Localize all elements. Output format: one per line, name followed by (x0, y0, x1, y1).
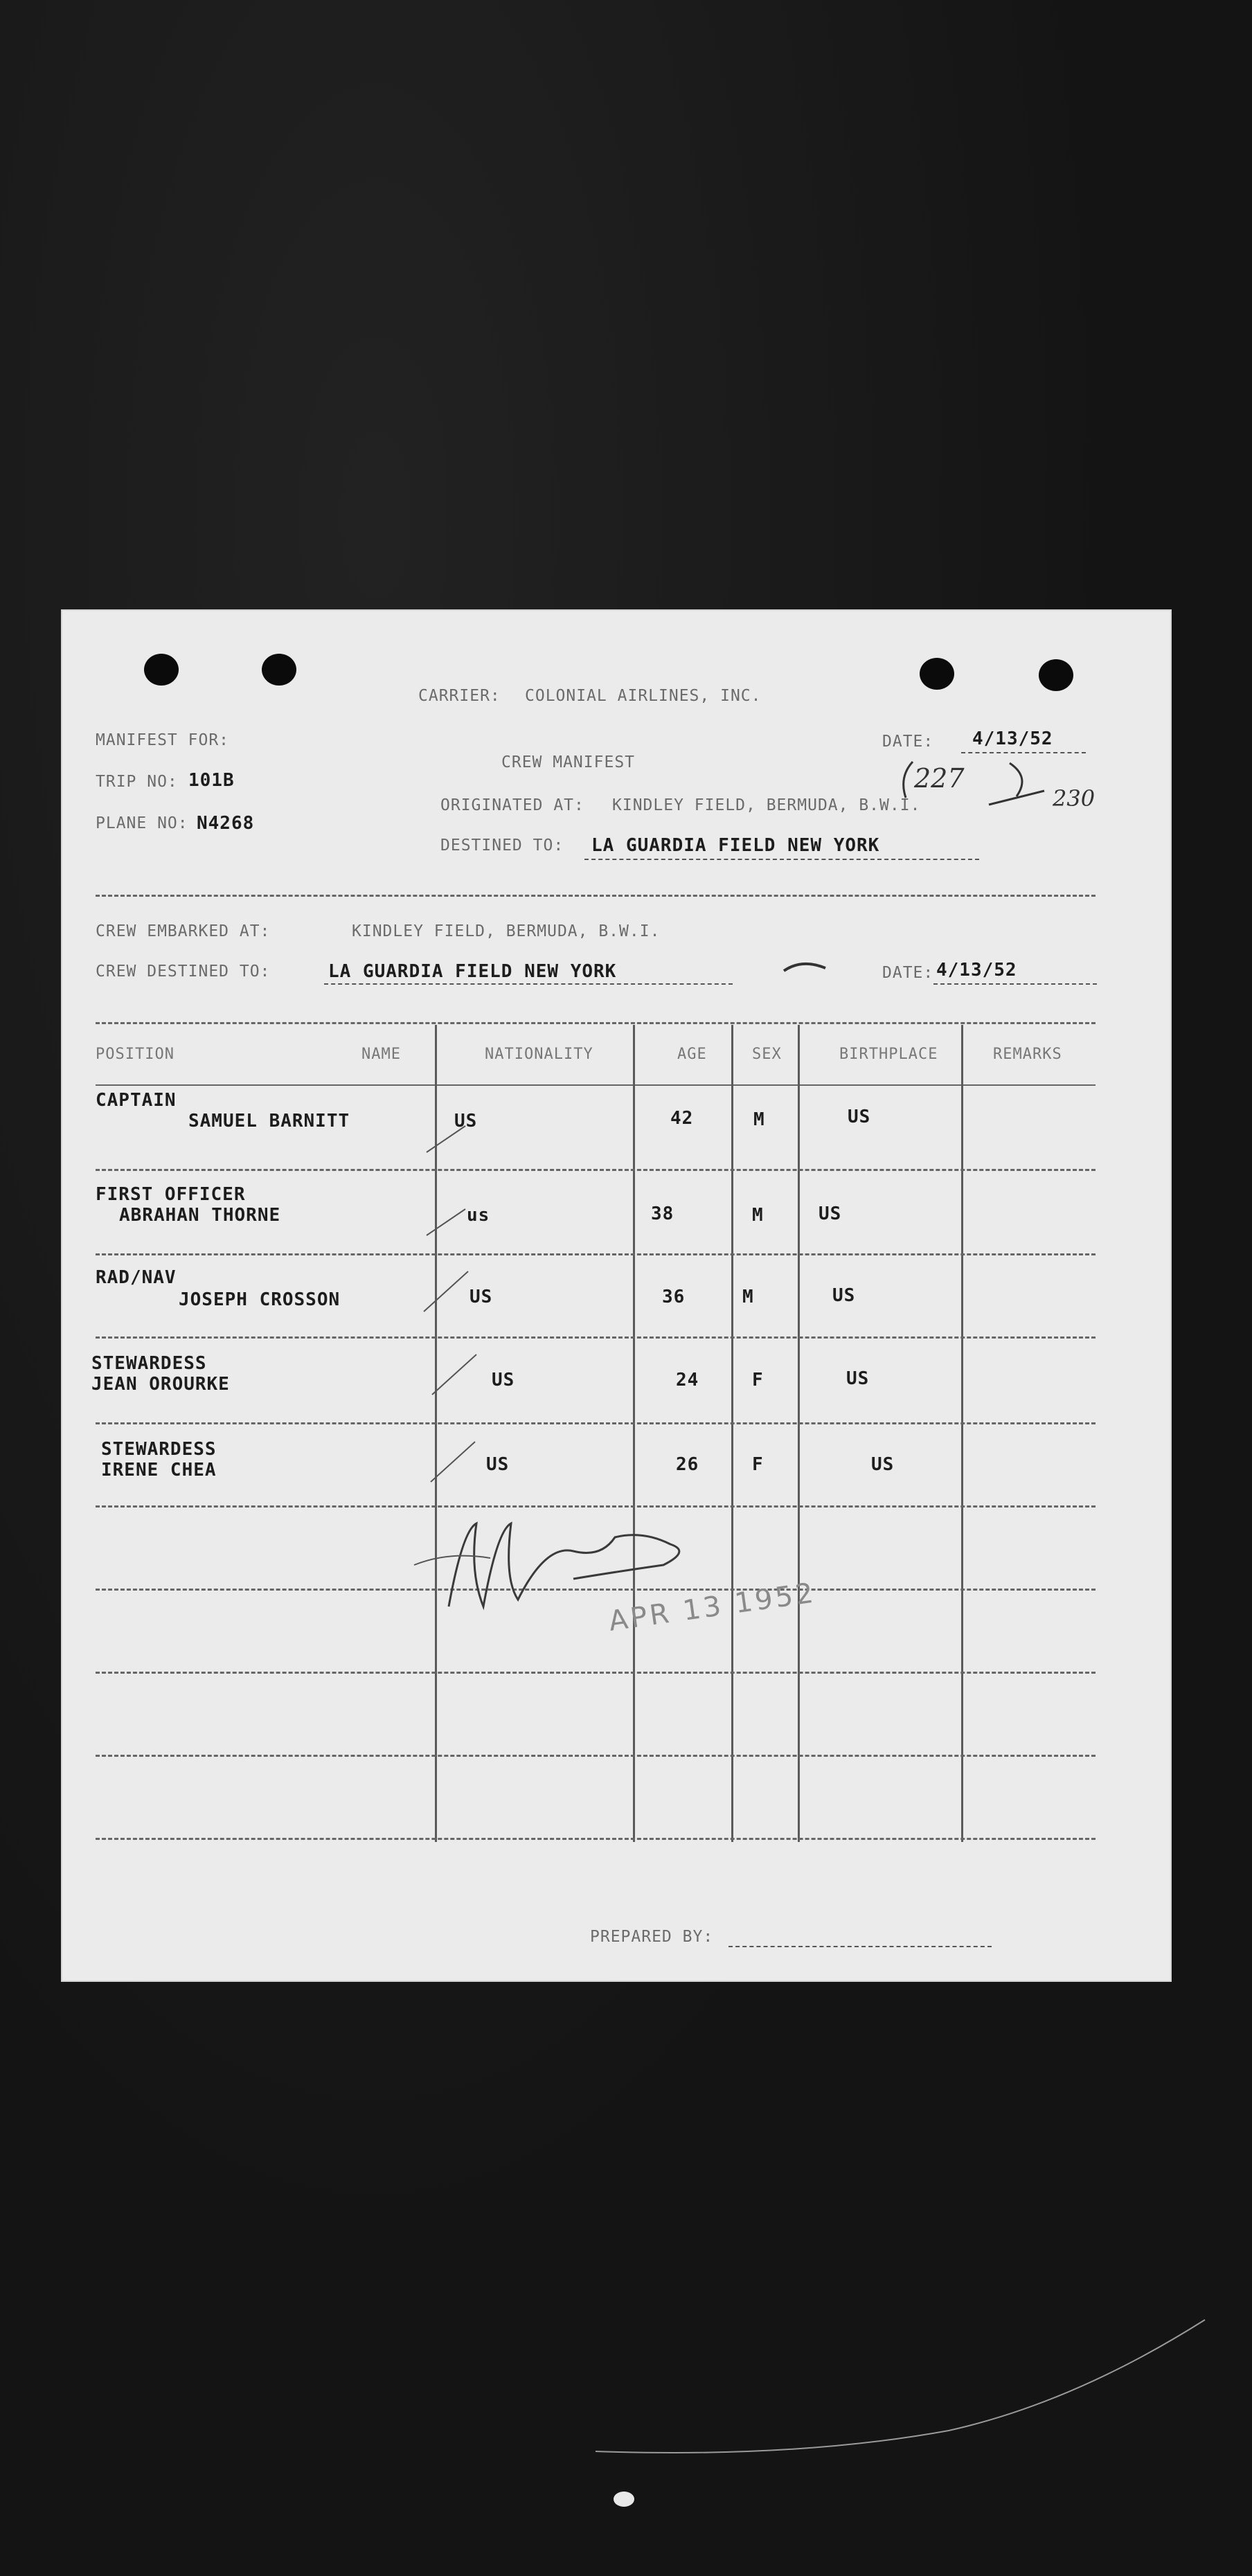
row-age: 24 (676, 1370, 699, 1390)
crew-manifest-document (61, 609, 1172, 1982)
col-header-name: NAME (361, 1046, 401, 1063)
row-nationality: US (486, 1454, 510, 1475)
row-birthplace: US (846, 1368, 870, 1389)
prepared-by-line (728, 1946, 992, 1947)
divider (96, 895, 1096, 897)
col-header-age: AGE (677, 1046, 707, 1063)
carrier-value: COLONIAL AIRLINES, INC. (525, 687, 762, 705)
row-divider (96, 1253, 1096, 1255)
col-header-sex: SEX (752, 1046, 782, 1063)
crew-embarked-label: CREW EMBARKED AT: (96, 922, 271, 940)
row-divider (96, 1422, 1096, 1424)
row-age: 42 (670, 1108, 694, 1129)
col-header-nationality: NATIONALITY (485, 1046, 593, 1063)
row-position: CAPTAIN (96, 1090, 177, 1111)
row-position: STEWARDESS (101, 1439, 217, 1460)
row-sex: F (752, 1370, 764, 1390)
check-mark-icon (422, 1205, 471, 1240)
row-sex: M (753, 1109, 765, 1130)
date-stamp: APR 13 1952 (607, 1577, 819, 1638)
crew-date-underline (933, 983, 1097, 985)
destined-label: DESTINED TO: (440, 837, 564, 855)
manifest-for-label: MANIFEST FOR: (96, 731, 230, 749)
trip-no-label: TRIP NO: (96, 773, 178, 791)
crew-destined-value: LA GUARDIA FIELD NEW YORK (328, 961, 617, 982)
row-divider (96, 1672, 1096, 1674)
check-mark-icon (422, 1122, 471, 1156)
divider (96, 1022, 1096, 1024)
date-label: DATE: (882, 733, 934, 751)
column-line (798, 1025, 800, 1842)
pen-mark-icon (781, 956, 830, 976)
row-position: STEWARDESS (91, 1353, 207, 1374)
col-header-position: POSITION (96, 1046, 175, 1063)
prepared-by-label: PREPARED BY: (590, 1928, 714, 1946)
handwritten-bracket-icon (892, 756, 1051, 812)
originated-value: KINDLEY FIELD, BERMUDA, B.W.I. (612, 796, 921, 814)
crew-date-value: 4/13/52 (936, 960, 1017, 981)
row-name: ABRAHAN THORNE (119, 1205, 281, 1226)
originated-label: ORIGINATED AT: (440, 796, 584, 814)
crew-embarked-value: KINDLEY FIELD, BERMUDA, B.W.I. (352, 922, 661, 940)
trip-no-value: 101B (188, 770, 235, 791)
handwritten-number: 227 (914, 763, 965, 794)
row-position: FIRST OFFICER (96, 1184, 246, 1205)
plane-no-value: N4268 (197, 813, 255, 834)
row-sex: M (752, 1205, 764, 1226)
row-name: JOSEPH CROSSON (179, 1289, 341, 1310)
punch-hole (144, 654, 179, 686)
row-name: SAMUEL BARNITT (188, 1111, 350, 1132)
punch-hole (262, 654, 296, 686)
check-mark-icon (420, 1267, 475, 1316)
check-mark-icon (428, 1350, 483, 1399)
row-birthplace: US (871, 1454, 895, 1475)
destined-underline (584, 859, 979, 860)
row-age: 36 (662, 1287, 686, 1307)
column-line (961, 1025, 963, 1842)
column-line (633, 1025, 635, 1842)
row-divider (96, 1755, 1096, 1757)
row-sex: F (752, 1454, 764, 1475)
row-age: 38 (651, 1204, 674, 1224)
crew-manifest-title: CREW MANIFEST (501, 753, 636, 771)
row-nationality: US (470, 1287, 493, 1307)
date-underline (961, 752, 1086, 753)
row-divider (96, 1336, 1096, 1339)
row-name: JEAN OROURKE (91, 1374, 230, 1395)
col-header-birthplace: BIRTHPLACE (839, 1046, 938, 1063)
row-divider (96, 1169, 1096, 1171)
row-age: 26 (676, 1454, 699, 1475)
crew-destined-underline (324, 983, 733, 985)
row-birthplace: US (819, 1204, 842, 1224)
col-header-remarks: REMARKS (993, 1046, 1062, 1063)
punch-hole (1039, 659, 1073, 691)
row-birthplace: US (832, 1285, 856, 1306)
crew-destined-label: CREW DESTINED TO: (96, 963, 271, 981)
row-nationality: US (492, 1370, 515, 1390)
row-nationality: US (454, 1111, 478, 1132)
punch-hole (920, 658, 954, 690)
row-divider (96, 1838, 1096, 1840)
column-line (731, 1025, 733, 1842)
row-sex: M (742, 1287, 754, 1307)
check-mark-icon (427, 1438, 482, 1486)
row-birthplace: US (848, 1107, 871, 1127)
scan-scratch-icon (589, 2299, 1212, 2465)
row-position: RAD/NAV (96, 1267, 177, 1288)
plane-no-label: PLANE NO: (96, 814, 188, 832)
scan-dust-spot (614, 2492, 634, 2507)
crew-date-label: DATE: (882, 964, 934, 982)
header-rule (96, 1084, 1096, 1086)
handwritten-struck-number: 230 (1053, 785, 1096, 812)
date-value: 4/13/52 (972, 728, 1053, 749)
destined-value: LA GUARDIA FIELD NEW YORK (591, 835, 880, 856)
carrier-label: CARRIER: (418, 687, 501, 705)
row-nationality: us (467, 1205, 490, 1226)
row-name: IRENE CHEA (101, 1460, 217, 1481)
